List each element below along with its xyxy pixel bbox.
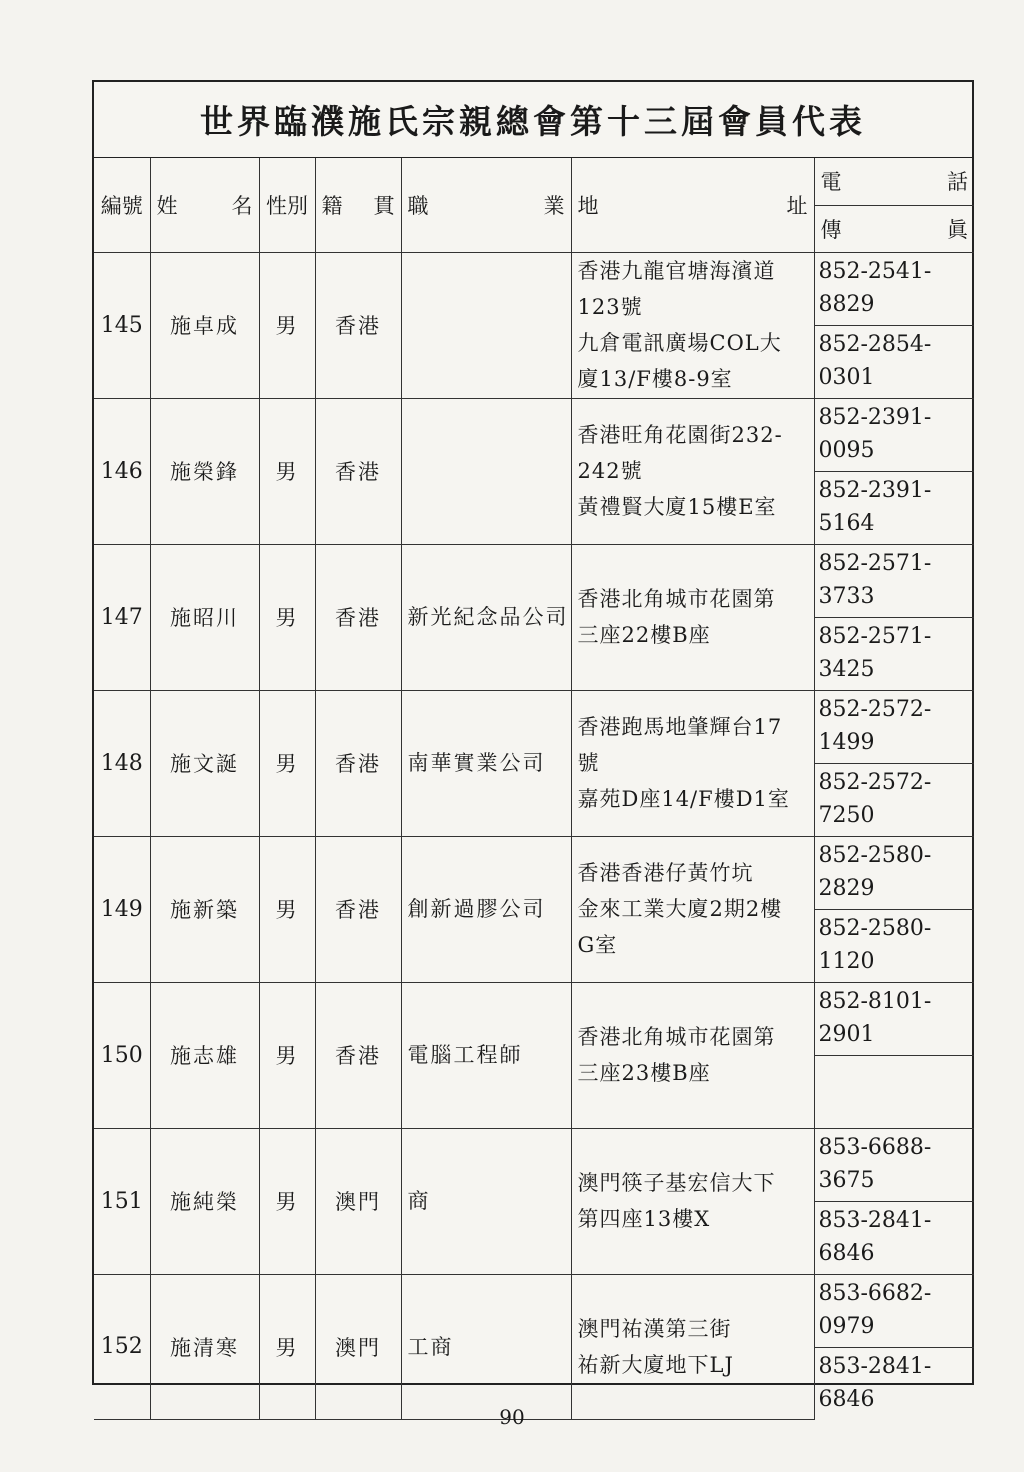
address-line: 廈13/F樓8-9室: [577, 367, 733, 391]
header-number: 編號: [94, 158, 150, 252]
member-number: 145: [94, 252, 150, 398]
table-row: [94, 398, 974, 471]
table-row: [94, 544, 974, 617]
member-fax: 852-2580-1120: [814, 909, 974, 982]
member-number: 151: [94, 1128, 150, 1274]
member-gender: 男: [259, 982, 315, 1128]
header-name: 姓 名: [150, 158, 259, 252]
member-address: [571, 252, 814, 398]
member-occupation: 電腦工程師: [401, 982, 571, 1128]
page-title: 世界臨濮施氏宗親總會第十三屆會員代表: [94, 82, 972, 158]
address-line: 祐新大廈地下LJ: [577, 1352, 734, 1377]
member-occupation: 新光紀念品公司: [401, 544, 571, 690]
member-address: [571, 1274, 814, 1420]
member-origin: 香港: [315, 544, 401, 690]
member-occupation: [401, 398, 571, 544]
address-line: 嘉苑D座14/F樓D1室: [577, 787, 790, 811]
member-origin: 香港: [315, 398, 401, 544]
table-row: [94, 836, 974, 909]
member-number: 147: [94, 544, 150, 690]
member-address: [571, 1128, 814, 1274]
header-origin: 籍 貫: [315, 158, 401, 252]
member-phone: 852-2580-2829: [814, 836, 974, 909]
member-number: 149: [94, 836, 150, 982]
member-gender: 男: [259, 1274, 315, 1420]
address-line: 香港北角城市花園第: [577, 587, 776, 611]
address-line: 三座22樓B座: [577, 623, 711, 647]
member-name: 施卓成: [150, 252, 259, 398]
address-line: 第四座13樓X: [577, 1207, 711, 1231]
member-phone: 852-2571-3733: [814, 544, 974, 617]
member-table: [94, 158, 974, 1420]
header-gender: 性別: [259, 158, 315, 252]
address-line: G室: [577, 933, 618, 957]
member-gender: 男: [259, 836, 315, 982]
member-occupation: 南華實業公司: [401, 690, 571, 836]
header-occupation: 職 業: [401, 158, 571, 252]
member-fax: 852-2391-5164: [814, 471, 974, 544]
member-origin: 香港: [315, 252, 401, 398]
member-address: [571, 836, 814, 982]
member-gender: 男: [259, 544, 315, 690]
header-fax: 傳 眞: [814, 205, 974, 252]
member-phone: 853-6682-0979: [814, 1274, 974, 1347]
table-row: [94, 252, 974, 325]
member-fax: 852-2571-3425: [814, 617, 974, 690]
member-fax: 852-2572-7250: [814, 763, 974, 836]
table-row: [94, 1274, 974, 1347]
member-origin: 澳門: [315, 1274, 401, 1420]
member-occupation: 工商: [401, 1274, 571, 1420]
table-row: [94, 982, 974, 1055]
member-origin: 香港: [315, 982, 401, 1128]
member-phone: 852-2572-1499: [814, 690, 974, 763]
address-line: 黃禮賢大廈15樓E室: [577, 495, 777, 519]
address-line: 123號: [577, 295, 643, 319]
member-fax: 853-2841-6846: [814, 1347, 974, 1420]
address-line: 澳門筷子基宏信大下: [577, 1171, 776, 1195]
address-line: 九倉電訊廣場COL大: [577, 331, 782, 355]
member-table-sheet: [92, 80, 974, 1412]
member-origin: 香港: [315, 836, 401, 982]
member-name: 施純榮: [150, 1128, 259, 1274]
member-gender: 男: [259, 690, 315, 836]
page-number: 90: [499, 1405, 525, 1429]
address-line: 澳門祐漢第三街: [577, 1316, 732, 1341]
address-line: 號: [577, 751, 600, 775]
address-line: 金來工業大廈2期2樓: [577, 897, 783, 921]
member-number: 148: [94, 690, 150, 836]
member-occupation: 商: [401, 1128, 571, 1274]
member-occupation: [401, 252, 571, 398]
address-line: 香港跑馬地肇輝台17: [577, 715, 783, 739]
member-name: 施文誕: [150, 690, 259, 836]
table-row: [94, 1128, 974, 1201]
address-line: 242號: [577, 459, 643, 483]
member-name: 施新築: [150, 836, 259, 982]
address-line: 三座23樓B座: [577, 1061, 711, 1085]
address-line: 香港九龍官塘海濱道: [577, 259, 776, 283]
member-address: [571, 982, 814, 1128]
member-fax: 852-2854-0301: [814, 325, 974, 398]
member-gender: 男: [259, 1128, 315, 1274]
table-row: [94, 690, 974, 763]
address-line: 香港香港仔黃竹坑: [577, 861, 754, 885]
header-phone: 電 話: [814, 158, 974, 205]
member-number: 150: [94, 982, 150, 1128]
member-address: [571, 690, 814, 836]
member-gender: 男: [259, 398, 315, 544]
member-fax: [814, 1055, 974, 1128]
member-origin: 澳門: [315, 1128, 401, 1274]
member-number: 152: [94, 1274, 150, 1420]
member-phone: 852-2391-0095: [814, 398, 974, 471]
member-address: [571, 398, 814, 544]
member-name: 施清寒: [150, 1274, 259, 1420]
member-name: 施志雄: [150, 982, 259, 1128]
member-occupation: 創新過膠公司: [401, 836, 571, 982]
member-phone: 852-2541-8829: [814, 252, 974, 325]
member-fax: 853-2841-6846: [814, 1201, 974, 1274]
member-name: 施昭川: [150, 544, 259, 690]
member-address: [571, 544, 814, 690]
address-line: 香港北角城市花園第: [577, 1025, 776, 1049]
member-number: 146: [94, 398, 150, 544]
address-line: 香港旺角花園街232-: [577, 423, 783, 447]
member-name: 施榮鋒: [150, 398, 259, 544]
member-phone: 853-6688-3675: [814, 1128, 974, 1201]
header-address: 地 址: [571, 158, 814, 252]
member-phone: 852-8101-2901: [814, 982, 974, 1055]
member-gender: 男: [259, 252, 315, 398]
member-origin: 香港: [315, 690, 401, 836]
